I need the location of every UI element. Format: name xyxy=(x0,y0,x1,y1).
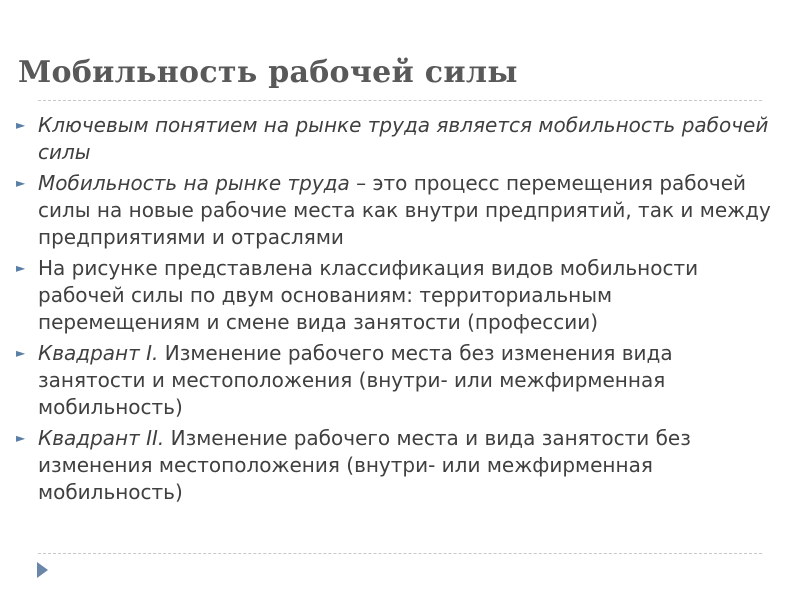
bullet-text: На рисунке представлена классификация видов мобильности рабочей силы по двум основаниям: территориальным перемещениям и смене вида занятости (профессии) xyxy=(38,256,699,334)
bullet-italic-text: Мобильность на рынке труда xyxy=(38,171,350,195)
slide-title: Мобильность рабочей силы xyxy=(18,55,518,90)
bullet-item-1 xyxy=(14,112,774,166)
bullet-italic-text: Ключевым понятием на рынке труда является мобильность рабочей силы xyxy=(38,113,769,164)
bullet-icon: ► xyxy=(16,118,26,132)
bullet-icon: ► xyxy=(16,431,26,445)
bullet-text: Изменение рабочего места и вида занятости без изменения местоположения (внутри- или межфирменная мобильность) xyxy=(38,426,691,504)
bullet-icon: ► xyxy=(16,261,26,275)
triangle-right-icon[interactable] xyxy=(37,562,48,578)
bullet-italic-text: Квадрант II. xyxy=(38,426,165,450)
bullet-item-2 xyxy=(14,170,774,251)
bullet-item-3 xyxy=(14,255,774,336)
bullet-icon: ► xyxy=(16,346,26,360)
bullet-text: Изменение рабочего места без изменения вида занятости и местоположения (внутри- или межфирменная мобильность) xyxy=(38,341,673,419)
bullet-item-5 xyxy=(14,425,774,506)
bullet-list xyxy=(14,112,774,510)
bullet-item-4 xyxy=(14,340,774,421)
bottom-divider xyxy=(38,553,762,554)
bullet-italic-text: Квадрант I. xyxy=(38,341,159,365)
title-divider xyxy=(38,100,762,101)
bullet-text: – это процесс перемещения рабочей силы на новые рабочие места как внутри предприятий, так и между предприятиями и отраслями xyxy=(38,171,771,249)
bullet-icon: ► xyxy=(16,176,26,190)
